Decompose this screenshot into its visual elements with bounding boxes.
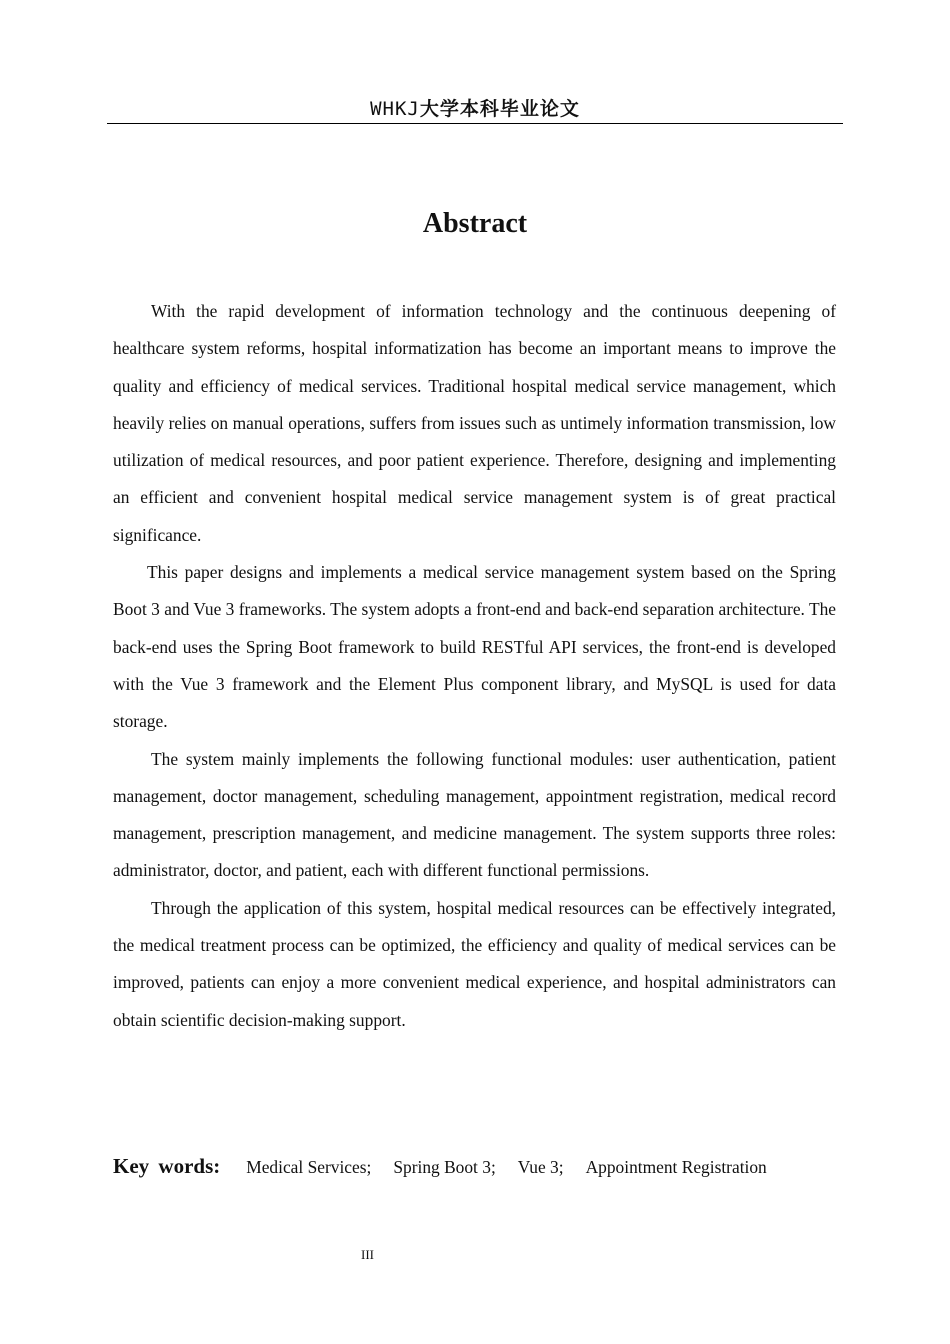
keyword-separator: ; [366, 1157, 372, 1177]
header-university-code: WHKJ [370, 98, 420, 120]
abstract-paragraph: This paper designs and implements a medical service management system based on the Spring Boot 3 and Vue 3 frameworks. The system adopts a front-end and back-end separation architecture. The back-end uses the Spring Boot framework to build RESTful API services, the front-end is developed with the Vue 3 framework and the Element Plus component library, and MySQL is used for data storage. [113, 562, 836, 732]
page-number: III [361, 1247, 374, 1262]
keywords-label: Key words: [113, 1154, 221, 1178]
keyword-item: Vue 3 [517, 1157, 559, 1177]
abstract-paragraph: With the rapid development of information technology and the continuous deepening of healthcare system reforms, hospital informatization has become an important means to improve the quality and efficiency of medical services. Traditional hospital medical service management, which heavily relies on manual operations, suffers from issues such as untimely information transmission, low utilization of medical resources, and poor patient experience. Therefore, designing and implementing an efficient and convenient hospital medical service management system is of great practical significance. [113, 301, 836, 545]
keyword-item: Appointment Registration [585, 1157, 767, 1177]
header-thesis-label: 大学本科毕业论文 [419, 98, 580, 120]
running-header [107, 95, 843, 124]
abstract-paragraph: The system mainly implements the following functional modules: user authentication, patient management, doctor management, scheduling management, appointment registration, medical record management, prescription management, and medicine management. The system supports three roles: administrator, doctor, and patient, each with different functional permissions. [113, 748, 836, 881]
keyword-item: Spring Boot 3 [393, 1157, 491, 1177]
abstract-paragraph: Through the application of this system, hospital medical resources can be effectively integrated, the medical treatment process can be optimized, the efficiency and quality of medical services can be improved, patients can enjoy a more convenient medical experience, and hospital administrators can obtain scientific decision-making support. [113, 897, 836, 1030]
keyword-item: Medical Services [246, 1157, 367, 1177]
running-header-text [370, 95, 580, 123]
abstract-title: Abstract [422, 208, 528, 239]
keyword-separator: ; [490, 1157, 496, 1177]
keywords-line [113, 1148, 873, 1187]
abstract-body [113, 293, 836, 1039]
keyword-separator: ; [558, 1157, 564, 1177]
